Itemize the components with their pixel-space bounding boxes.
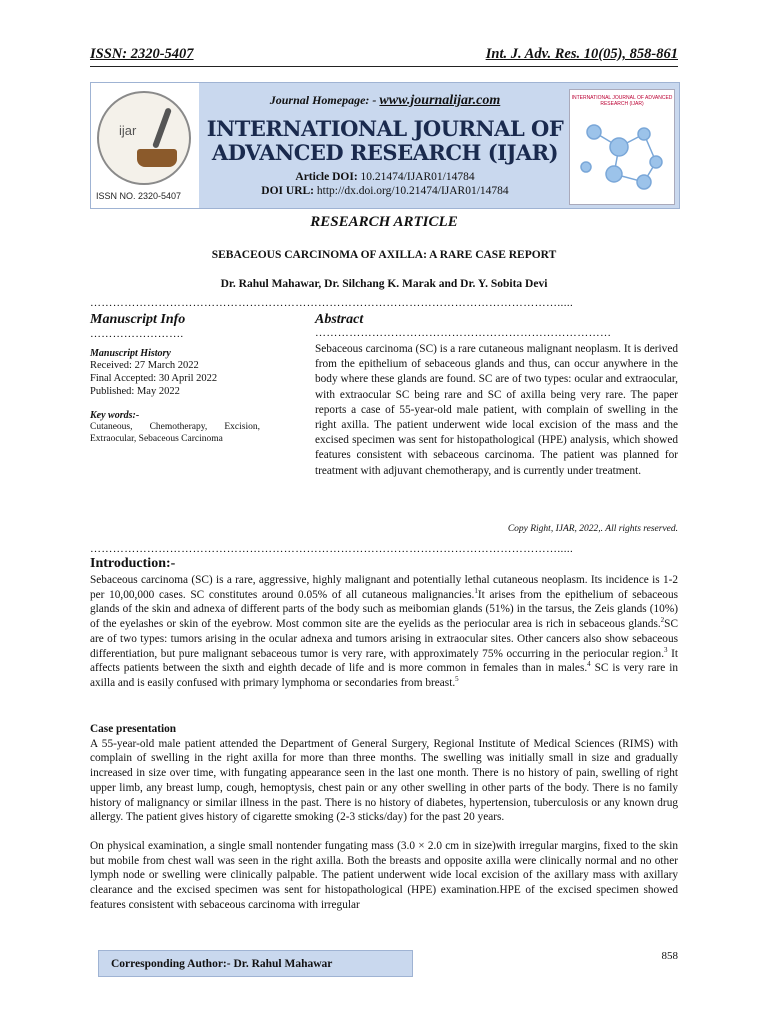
introduction-heading: Introduction:- <box>90 556 176 571</box>
issn-label: ISSN: 2320-5407 <box>90 46 194 62</box>
dotted-separator: ……………………………………………………………………………………………………………..... <box>90 298 574 308</box>
header-rule <box>90 66 678 67</box>
homepage-label: Journal Homepage: - <box>269 93 377 107</box>
ref-1[interactable]: 1 <box>474 586 478 595</box>
journal-name: INTERNATIONAL JOURNAL OF ADVANCED RESEARCH (IJAR) <box>206 116 564 165</box>
logo-text: ijar <box>119 123 137 138</box>
introduction-paragraph <box>90 573 678 691</box>
keywords-list: Cutaneous, Chemotherapy, Excision, Extraocular, Sebaceous Carcinoma <box>90 422 260 444</box>
manuscript-info <box>90 312 260 445</box>
keywords-heading: Key words:- <box>90 410 140 421</box>
article-title: SEBACEOUS CARCINOMA OF AXILLA: A RARE CASE REPORT <box>211 249 557 261</box>
ref-4[interactable]: 4 <box>587 660 591 669</box>
ref-2[interactable]: 2 <box>660 616 665 625</box>
manuscript-info-heading: Manuscript Info <box>90 312 186 327</box>
copyright-note: Copy Right, IJAR, 2022,. All rights reserved. <box>507 524 678 534</box>
intro-text-2: It arises from the epithelium of sebaceous glands of the skin and adnexa of different parts of the body such as meibomian glands (51%) in the tarsus, the Zeis glands (10%) of the eyelashes or skin of the eyebrow. Most common site are the eyelids as the periocular area is rich in sebaceous glands. <box>90 588 678 631</box>
logo-issn: ISSN NO. 2320-5407 <box>96 191 182 201</box>
dotted-separator: ……………………. <box>90 328 184 340</box>
dotted-separator: …………………………………………………………………… <box>315 328 612 338</box>
citation-label: Int. J. Adv. Res. 10(05), 858-861 <box>485 46 678 62</box>
doi-url-label: DOI URL: <box>261 185 315 197</box>
intro-text-4: It affects patients between the sixth and eighth decade of life and is more common in females than in males. <box>90 647 678 675</box>
received-date: Received: 27 March 2022 <box>90 360 199 371</box>
book-icon <box>137 149 177 167</box>
article-type: RESEARCH ARTICLE <box>310 214 458 230</box>
case-presentation <box>90 722 678 912</box>
doi-label: Article DOI: <box>295 171 358 183</box>
corresponding-author: Corresponding Author:- Dr. Rahul Mahawar <box>98 950 413 977</box>
doi-url-link[interactable]: http://dx.doi.org/10.21474/IJAR01/14784 <box>316 185 509 197</box>
article-authors: Dr. Rahul Mahawar, Dr. Silchang K. Marak and Dr. Y. Sobita Devi <box>220 278 548 290</box>
homepage-link[interactable]: www.journalijar.com <box>379 93 501 108</box>
journal-cover-thumbnail <box>569 89 675 205</box>
intro-text-1: Sebaceous carcinoma (SC) is a rare, aggressive, highly malignant and potentially lethal cutaneous neoplasm. Its incidence is 1-2 per 10,00,000 cases. SC constitutes around 0.05% of all cutaneous malignancies. <box>90 574 678 601</box>
accepted-date: Final Accepted: 30 April 2022 <box>90 373 218 384</box>
page-number: 858 <box>661 950 678 962</box>
case-paragraph-2: On physical examination, a single small nontender fungating mass (3.0 × 2.0 cm in size)with irregular margins, fixed to the skin but mobile from chest wall was seen in the right axilla. Both the breasts and opposite axilla were clinically normal and no other lymph node or swelling were clinically palpable. The patient underwent wide local excision of the axillary mass with axillary clearance and the excised specimen was sent for histopathological (HPE) examination.HPE of the excised specimen showed features consistent with sebaceous carcinoma with irregular <box>90 839 678 911</box>
doi-value[interactable]: 10.21474/IJAR01/14784 <box>360 171 475 183</box>
cover-title: INTERNATIONAL JOURNAL OF ADVANCED RESEARCH (IJAR) <box>571 95 673 107</box>
case-heading: Case presentation <box>90 723 177 735</box>
abstract-heading: Abstract <box>315 312 364 327</box>
dotted-separator: ……………………………………………………………………………………………………………..... <box>90 544 574 554</box>
quill-icon <box>152 107 172 149</box>
running-header <box>90 46 678 63</box>
abstract-section <box>315 312 678 479</box>
intro-text-5: SC is very rare in axilla and is easily confused with primary lymphoma or secondaries from breast. <box>90 662 679 689</box>
abstract-text: Sebaceous carcinoma (SC) is a rare cutaneous malignant neoplasm. It is derived from the epithelium of sebaceous glands and thus, can occur anywhere in the body where these glands are found. SC are of two types: ocular and extraocular, with extraocular SC being rare and SC of axilla being very rare. The paper reports a case of 55-year-old male patient, with complain of swelling in the right axilla. The patient underwent wide local excision of the mass and the excised specimen was sent for histopathological (HPE) analysis, which showed features consistent with sebaceous carcinoma. The patient was planned for treatment with adjuvant chemotherapy, and is currently under treatment. <box>315 343 678 477</box>
published-date: Published: May 2022 <box>90 386 180 397</box>
intro-text-3: SC are of two types: tumors arising in the ocular adnexa and tumors arising in extraocular sites. Other cancers also show sebaceous differentiation, but pure malignant sebaceous tumor is very rare, with approximately 75% occurring in the periocular region. <box>90 618 678 660</box>
ref-5[interactable]: 5 <box>455 675 459 684</box>
history-heading: Manuscript History <box>90 348 171 359</box>
case-paragraph-1: A 55-year-old male patient attended the Department of General Surgery, Regional Institute of Medical Sciences (RIMS) with complain of swelling in the right axilla for more than three months. The swelling was initially small in size and gradually increased in size over time, with fungating appearance seen in the last one month. There is no history of pain, swelling of right upper limb, any breast lump, cough, hemoptysis, chest pain or any other swelling in other parts of the body. There is no family history of malignancy or similar illness in the past. There is no history of diabetes, hypertension, tuberculosis or any known drug allergy. The patient gives history of cigarette smoking (2-3 sticks/day) for the past 20 years. <box>90 737 678 824</box>
journal-banner <box>90 82 680 209</box>
ref-3[interactable]: 3 <box>664 645 668 654</box>
molecule-icon <box>574 112 670 198</box>
